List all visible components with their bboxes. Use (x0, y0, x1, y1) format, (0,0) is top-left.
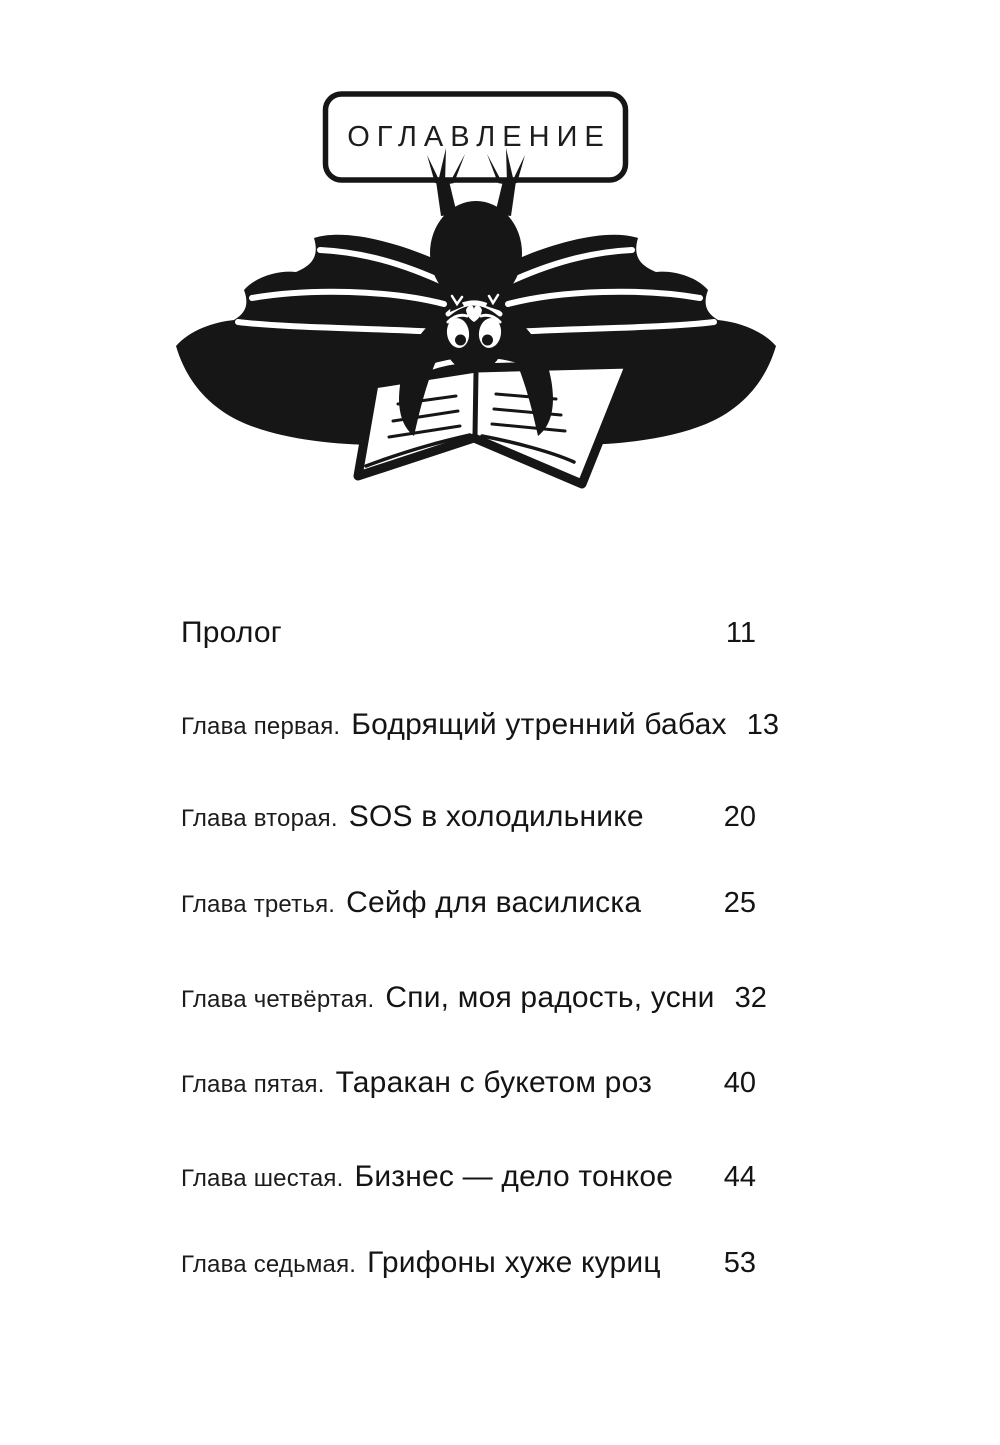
toc-entry (181, 1246, 756, 1280)
toc-entry (181, 1066, 756, 1100)
chapter-title: Сейф для василиска (346, 886, 642, 919)
chapter-prefix: Глава четвёртая. (181, 986, 375, 1013)
toc-entry (181, 708, 779, 742)
chapter-prefix: Глава пятая. (181, 1071, 325, 1098)
chapter-prefix: Глава седьмая. (181, 1251, 357, 1278)
toc-sign-label: ОГЛАВЛЕНИЕ (347, 120, 611, 153)
page-number: 13 (746, 709, 779, 741)
page-number: 53 (723, 1247, 756, 1279)
chapter-title: Спи, моя радость, усни (385, 981, 715, 1014)
chapter-prefix: Глава вторая. (181, 805, 338, 832)
page-number: 40 (723, 1067, 756, 1099)
page-number: 25 (723, 887, 756, 919)
toc-entry (181, 1160, 756, 1194)
chapter-prefix: Глава третья. (181, 891, 336, 918)
toc-entry (181, 886, 756, 920)
chapter-title: Таракан с букетом роз (335, 1066, 653, 1099)
chapter-title: Бодрящий утренний бабах (351, 708, 727, 741)
page-number: 44 (723, 1161, 756, 1193)
page-number: 20 (723, 801, 756, 833)
chapter-title: Грифоны хуже куриц (367, 1246, 661, 1279)
chapter-prefix: Глава шестая. (181, 1165, 344, 1192)
chapter-title: Пролог (181, 616, 282, 649)
page-number: 32 (734, 982, 767, 1014)
chapter-title: Бизнес — дело тонкое (354, 1160, 674, 1193)
toc-entry (181, 616, 756, 650)
page-number: 11 (725, 617, 756, 649)
toc-entry (181, 981, 767, 1015)
chapter-prefix: Глава первая. (181, 713, 341, 740)
chapter-title: SOS в холодильнике (348, 800, 644, 833)
toc-entry (181, 800, 756, 834)
